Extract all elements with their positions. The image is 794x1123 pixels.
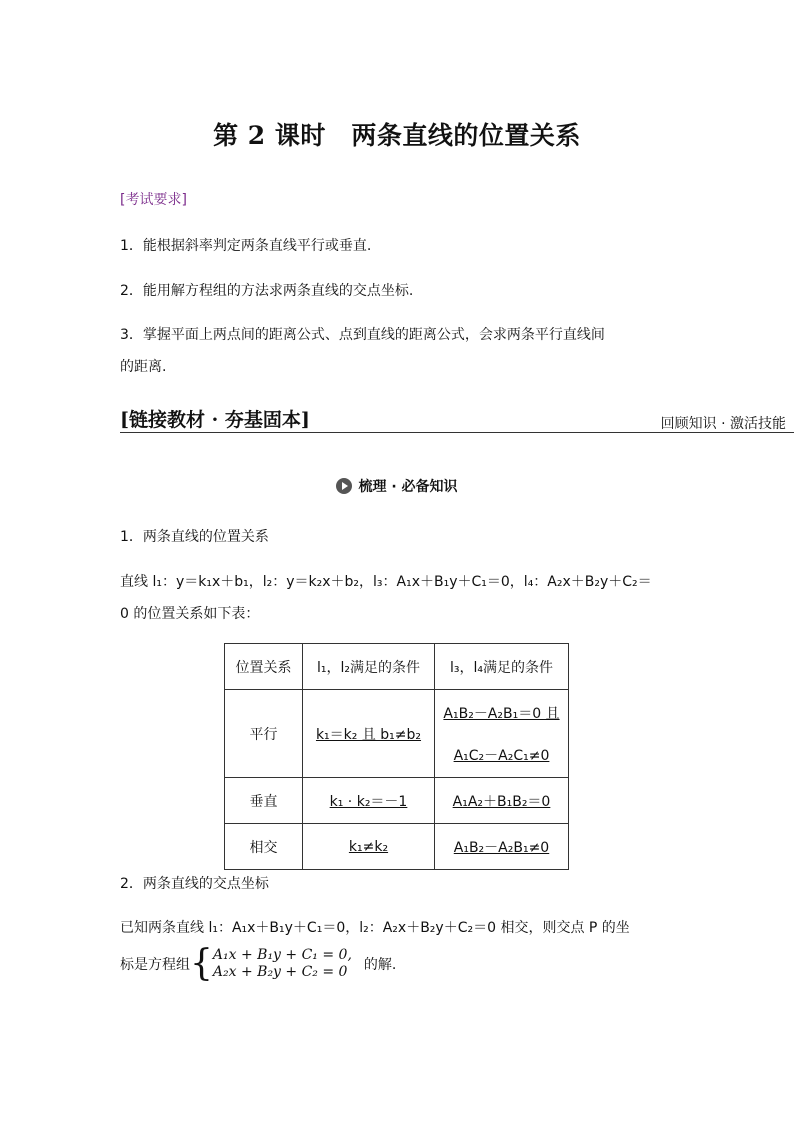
requirement-item: 1．能根据斜率判定两条直线平行或垂直. <box>120 238 372 254</box>
table-row <box>225 824 569 870</box>
requirement-item: 的距离. <box>120 359 167 375</box>
condition-cell <box>303 824 435 870</box>
page-title: 第 2 课时 两条直线的位置关系 <box>213 121 581 150</box>
condition-text: k₁＝k₂ 且 b₁≠b₂ <box>315 726 422 743</box>
table-header: l₁，l₂满足的条件 <box>303 644 435 690</box>
relation-table <box>224 643 569 870</box>
relation-cell: 相交 <box>225 824 303 870</box>
requirement-item: 3．掌握平面上两点间的距离公式、点到直线的距离公式，会求两条平行直线间 <box>120 327 605 343</box>
condition-text: A₁A₂＋B₁B₂＝0 <box>452 793 551 810</box>
system-brace: { <box>190 943 213 984</box>
condition-cell <box>435 824 569 870</box>
subheading-text: 梳理 · 必备知识 <box>358 479 458 495</box>
relation-cell: 垂直 <box>225 778 303 824</box>
equation-suffix: 的解. <box>363 957 397 973</box>
part1-heading: 1．两条直线的位置关系 <box>120 529 269 545</box>
condition-text: k₁ · k₂＝－1 <box>329 793 408 810</box>
condition-text: A₁B₂－A₂B₁≠0 <box>453 839 550 856</box>
condition-text: A₁B₂－A₂B₁＝0 且 <box>443 705 560 722</box>
condition-cell <box>435 778 569 824</box>
condition-text: A₁C₂－A₂C₁≠0 <box>453 747 550 764</box>
play-circle-icon <box>336 478 352 494</box>
condition-cell <box>303 778 435 824</box>
table-row <box>225 778 569 824</box>
section-title: [链接教材 · 夯基固本] <box>120 409 310 431</box>
condition-text: k₁≠k₂ <box>348 838 389 855</box>
relation-cell: 平行 <box>225 690 303 778</box>
part2-text: 已知两条直线 l₁：A₁x＋B₁y＋C₁＝0，l₂：A₂x＋B₂y＋C₂＝0 相交，则交点 P 的坐 <box>120 920 630 936</box>
part1-intro: 直线 l₁：y＝k₁x＋b₁，l₂：y＝k₂x＋b₂，l₃：A₁x＋B₁y＋C₁＝0，l₄：A₂x＋B₂y＋C₂＝ <box>120 574 652 590</box>
equation-line <box>120 943 397 984</box>
table-header: 位置关系 <box>225 644 303 690</box>
part2-heading: 2．两条直线的交点坐标 <box>120 876 269 892</box>
equation-system <box>213 947 352 981</box>
subheading <box>0 476 794 496</box>
table-header: l₃，l₄满足的条件 <box>435 644 569 690</box>
section-divider <box>120 432 794 433</box>
table-row <box>225 690 569 778</box>
table-header-row <box>225 644 569 690</box>
requirement-item: 2．能用解方程组的方法求两条直线的交点坐标. <box>120 283 414 299</box>
condition-cell <box>435 690 569 778</box>
part1-intro-continued: 0 的位置关系如下表： <box>120 606 260 622</box>
section-subtitle: 回顾知识 · 激活技能 <box>660 416 786 432</box>
requirements-label: [考试要求] <box>120 192 187 208</box>
equation-prefix: 标是方程组 <box>120 957 190 973</box>
equation-2: A₂x + B₂y + C₂ = 0 <box>212 964 348 980</box>
equation-1: A₁x + B₁y + C₁ = 0, <box>212 947 352 963</box>
condition-cell <box>303 690 435 778</box>
